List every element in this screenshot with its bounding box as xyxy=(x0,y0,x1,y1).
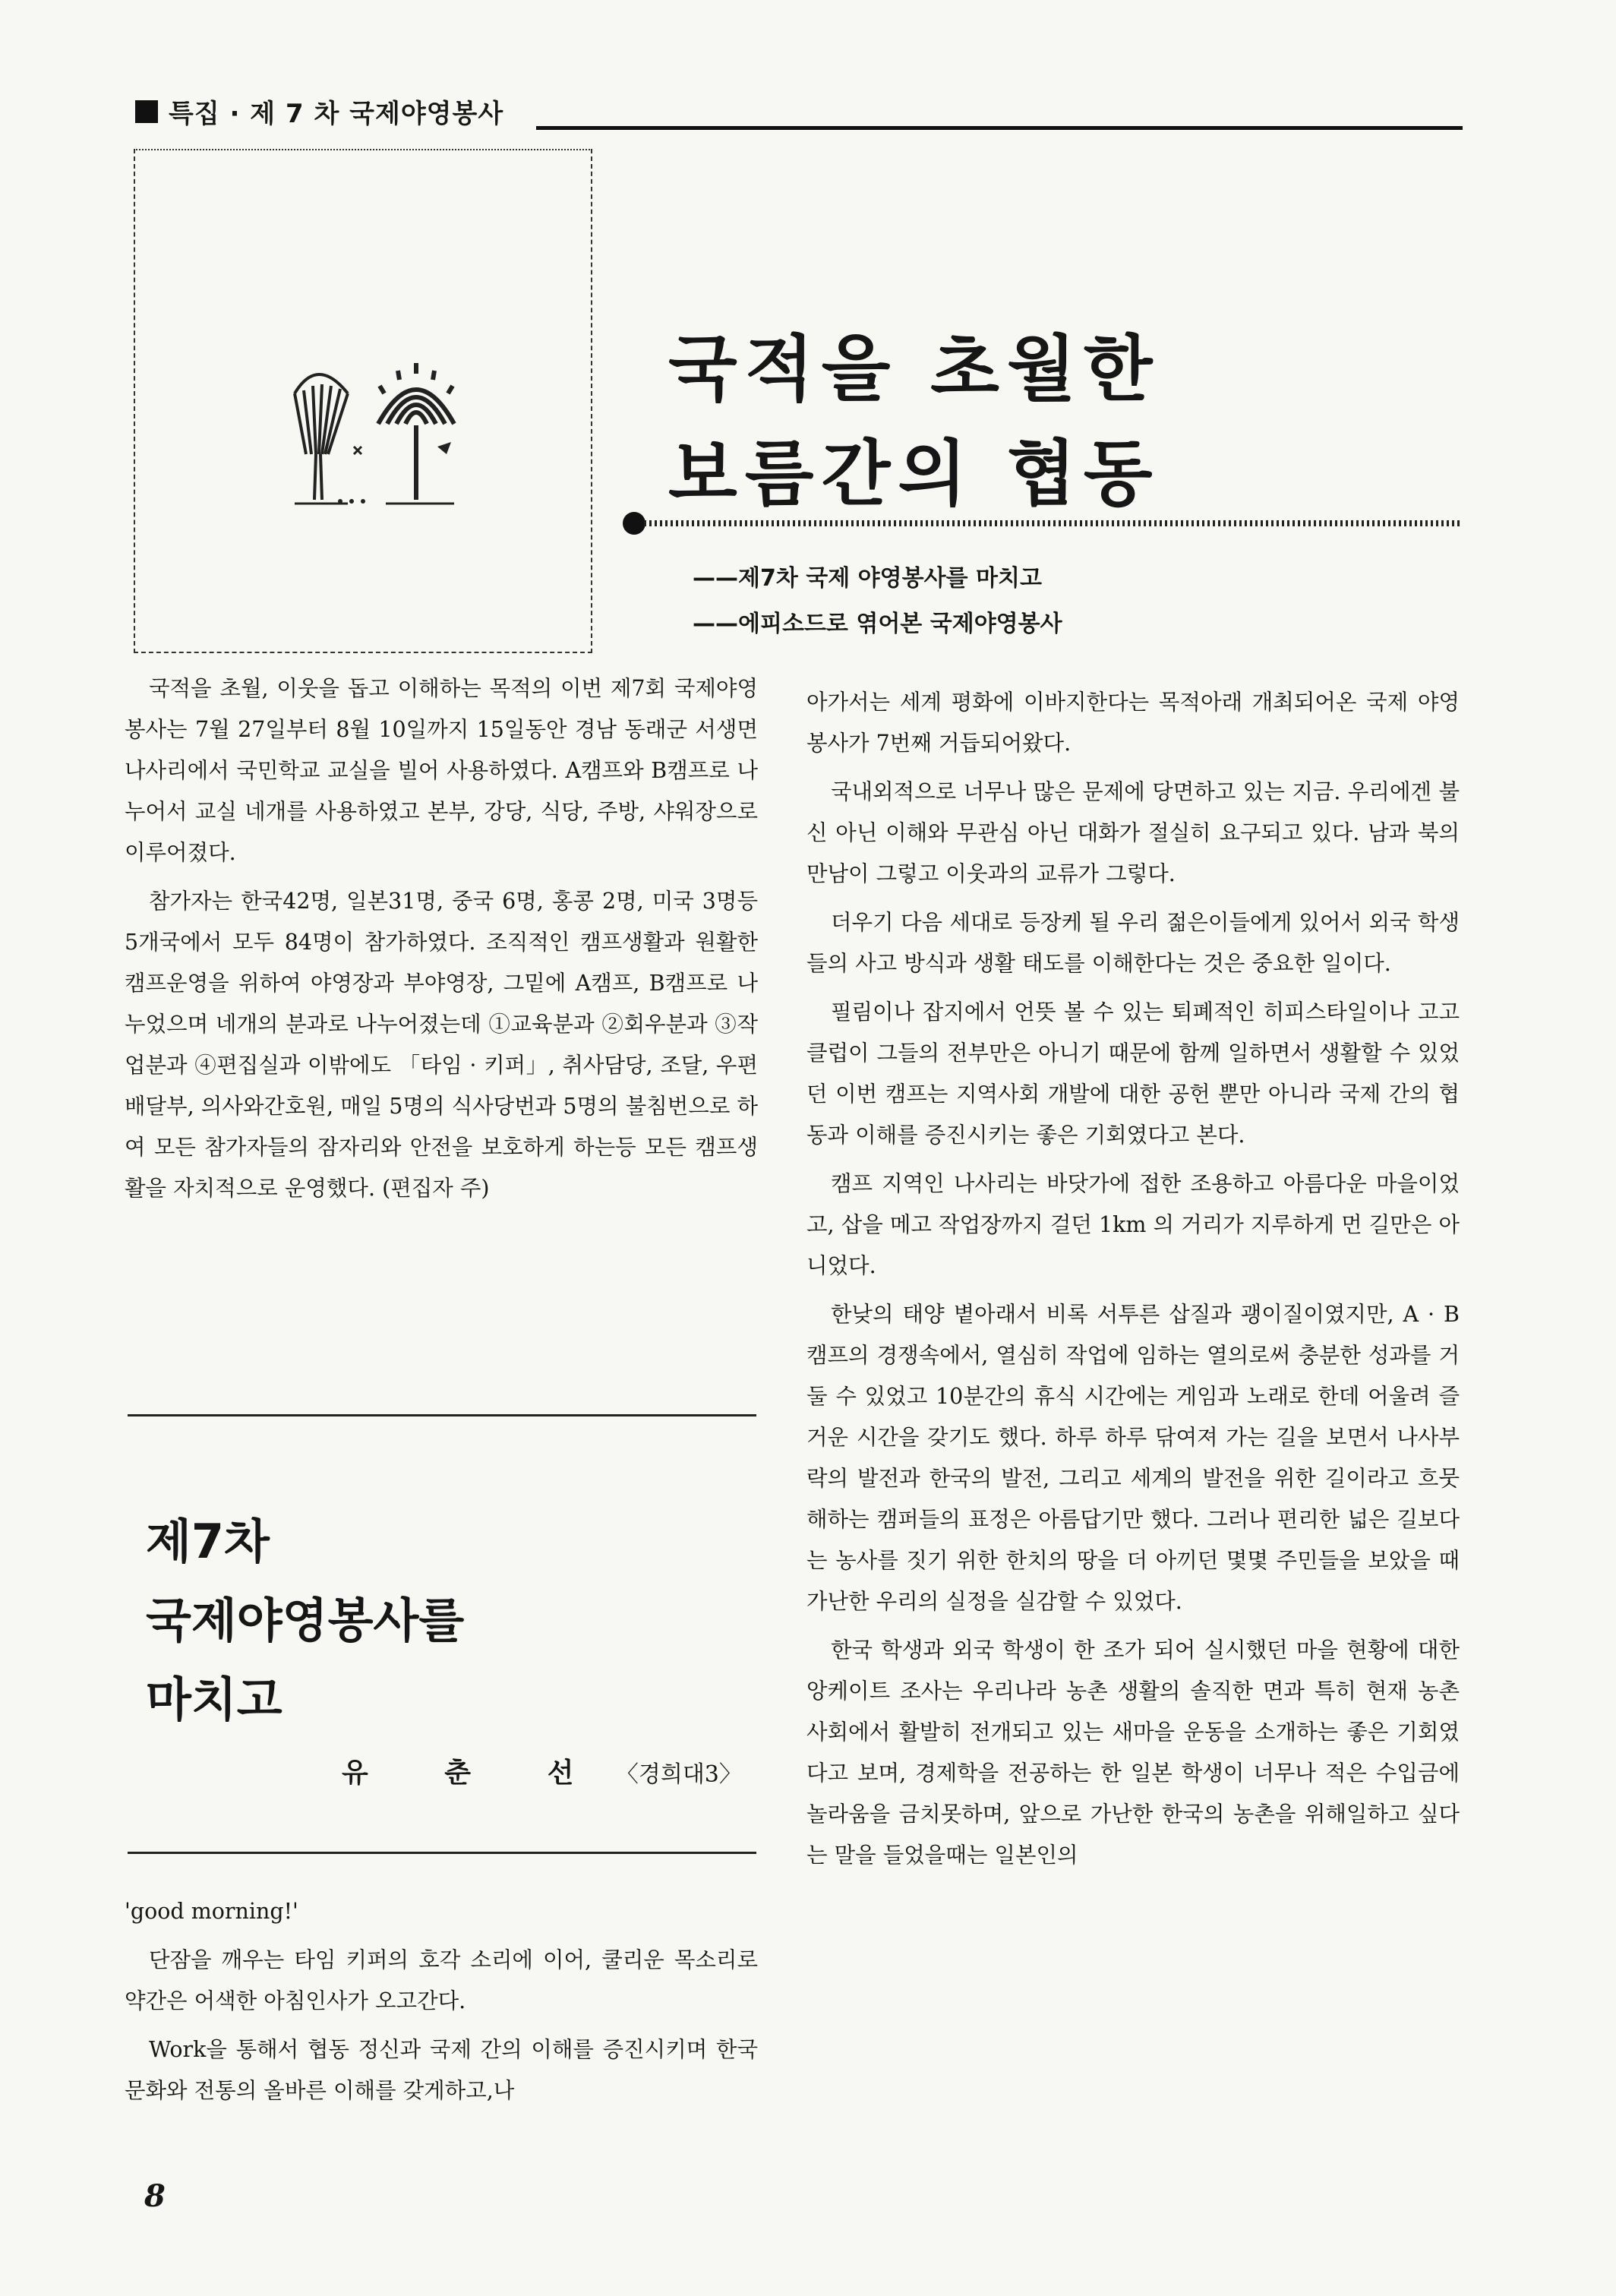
right-paragraph-2: 국내외적으로 너무나 많은 문제에 당면하고 있는 지금. 우리에겐 불신 아닌 이해와 무관심 아닌 대화가 절실히 요구되고 있다. 남과 북의 만남이 그렇고 이웃과의 교류가 그렇다. xyxy=(806,779,1460,886)
article-title-line-2: 국제야영봉사를 xyxy=(146,1593,465,1648)
header-rule xyxy=(536,126,1463,130)
intro-paragraph-1: 국적을 초월, 이웃을 돕고 이해하는 목적의 이번 제7회 국제야영봉사는 7월 27일부터 8월 10일까지 15일동안 경남 동래군 서생면 나사리에서 국민학교 교실을 빌어 사용하였다. A캠프와 B캠프로 나누어서 교실 네개를 사용하였고 본부, 강당, 식당, 주방, 샤워장으로 이루어졌다. xyxy=(125,676,758,865)
illustration-frame xyxy=(134,149,592,653)
right-paragraph-7: 한국 학생과 외국 학생이 한 조가 되어 실시했던 마을 현황에 대한 앙케이트 조사는 우리나라 농촌 생활의 솔직한 면과 특히 현재 농촌 사회에서 활발히 전개되고 있는 새마을 운동을 소개하는 좋은 기회였다고 보며, 경제학을 전공하는 한 일본 학생이 너무나 적은 수입금에 놀라움을 금치못하며, 앞으로 가난한 한국의 농촌을 위해일하고 싶다는 말을 들었을때는 일본인의 xyxy=(806,1638,1460,1868)
byline xyxy=(342,1751,742,1790)
title-dotted-rule xyxy=(644,520,1461,526)
feature-title-line-1: 국적을 초월한 xyxy=(668,328,1160,411)
greeting-line: 'good morning!' xyxy=(125,1899,298,1924)
editor-intro xyxy=(125,668,758,1217)
feature-title xyxy=(668,317,1160,527)
bullet-dot-icon xyxy=(623,512,645,535)
section-rule-top xyxy=(128,1414,756,1416)
feature-subtitles xyxy=(693,556,1062,647)
page-number: 8 xyxy=(144,2178,166,2214)
subtitle-1: ——제7차 국제 야영봉사를 마치고 xyxy=(693,565,1042,592)
article-paragraph-2: Work을 통해서 협동 정신과 국제 간의 이해를 증진시키며 한국문화와 전통의 올바른 이해를 갖게하고,나 xyxy=(125,2037,758,2103)
article-title xyxy=(146,1502,464,1739)
intro-paragraph-2: 참가자는 한국42명, 일본31명, 중국 6명, 홍콩 2명, 미국 3명등 5개국에서 모두 84명이 참가하였다. 조직적인 캠프생활과 원활한 캠프운영을 위하여 야영장과 부야영장, 그밑에 A캠프, B캠프로 나누었으며 네개의 분과로 나누어졌는데 ①교육분과 ②회우분과 ③작업분과 ④편집실과 이밖에도 「타임 · 키퍼」, 취사담당, 조달, 우편배달부, 의사와간호원, 매일 5명의 식사당번과 5명의 불침번으로 하여 모든 참가자들의 잠자리와 안전을 보호하게 하는등 모든 캠프생활을 자치적으로 운영했다. (편집자 주) xyxy=(125,889,758,1201)
article-paragraph-1: 단잠을 깨우는 타임 키퍼의 호각 소리에 이어, 쿨리운 목소리로 약간은 어색한 아침인사가 오고간다. xyxy=(125,1947,758,2013)
author-affiliation: 〈경희대3〉 xyxy=(615,1761,742,1788)
right-paragraph-4: 필림이나 잡지에서 언뜻 볼 수 있는 퇴폐적인 히피스타일이나 고고 클럽이 그들의 전부만은 아니기 때문에 함께 일하면서 생활할 수 있었던 이번 캠프는 지역사회 개발에 대한 공헌 뿐만 아니라 국제 간의 협동과 이해를 증진시키는 좋은 기회였다고 본다. xyxy=(806,1000,1460,1148)
section-rule-bottom xyxy=(128,1852,756,1854)
right-paragraph-3: 더우기 다음 세대로 등장케 될 우리 젊은이들에게 있어서 외국 학생들의 사고 방식과 생활 태도를 이해한다는 것은 중요한 일이다. xyxy=(806,910,1460,976)
article-body-right xyxy=(806,682,1460,1884)
section-label: 특집 · 제 7 차 국제야영봉사 xyxy=(169,99,504,129)
trees-illustration-icon xyxy=(264,340,492,515)
article-body-left xyxy=(125,1891,758,2119)
right-paragraph-6: 한낮의 태양 볕아래서 비록 서투른 삽질과 괭이질이였지만, A · B캠프의 경쟁속에서, 열심히 작업에 임하는 열의로써 충분한 성과를 거둘 수 있었고 10분간의 휴식 시간에는 게임과 노래로 한데 어울려 즐거운 시간을 갖기도 했다. 하루 하루 닦여져 가는 길을 보면서 나사부락의 발전과 한국의 발전, 그리고 세계의 발전을 위한 길이라고 흐뭇해하는 캠퍼들의 표정은 아름답기만 했다. 그러나 편리한 넓은 길보다는 농사를 짓기 위한 한치의 땅을 더 아끼던 몇몇 주민들을 보았을 때 가난한 우리의 실정을 실감할 수 있었다. xyxy=(806,1302,1460,1614)
article-title-line-1: 제7차 xyxy=(146,1514,270,1569)
right-paragraph-1: 아가서는 세계 평화에 이바지한다는 목적아래 개최되어온 국제 야영 봉사가 7번째 거듭되어왔다. xyxy=(806,690,1460,756)
article-title-line-3: 마치고 xyxy=(146,1672,282,1727)
square-bullet-icon xyxy=(135,100,158,123)
subtitle-2: ——에피소드로 엮어본 국제야영봉사 xyxy=(693,611,1062,637)
feature-title-line-2: 보름간의 협동 xyxy=(668,433,1160,516)
running-header xyxy=(135,93,503,130)
right-paragraph-5: 캠프 지역인 나사리는 바닷가에 접한 조용하고 아름다운 마을이었고, 삽을 메고 작업장까지 걸던 1km 의 거리가 지루하게 먼 길만은 아니었다. xyxy=(806,1171,1460,1278)
author-name: 유 춘 선 xyxy=(342,1758,608,1789)
